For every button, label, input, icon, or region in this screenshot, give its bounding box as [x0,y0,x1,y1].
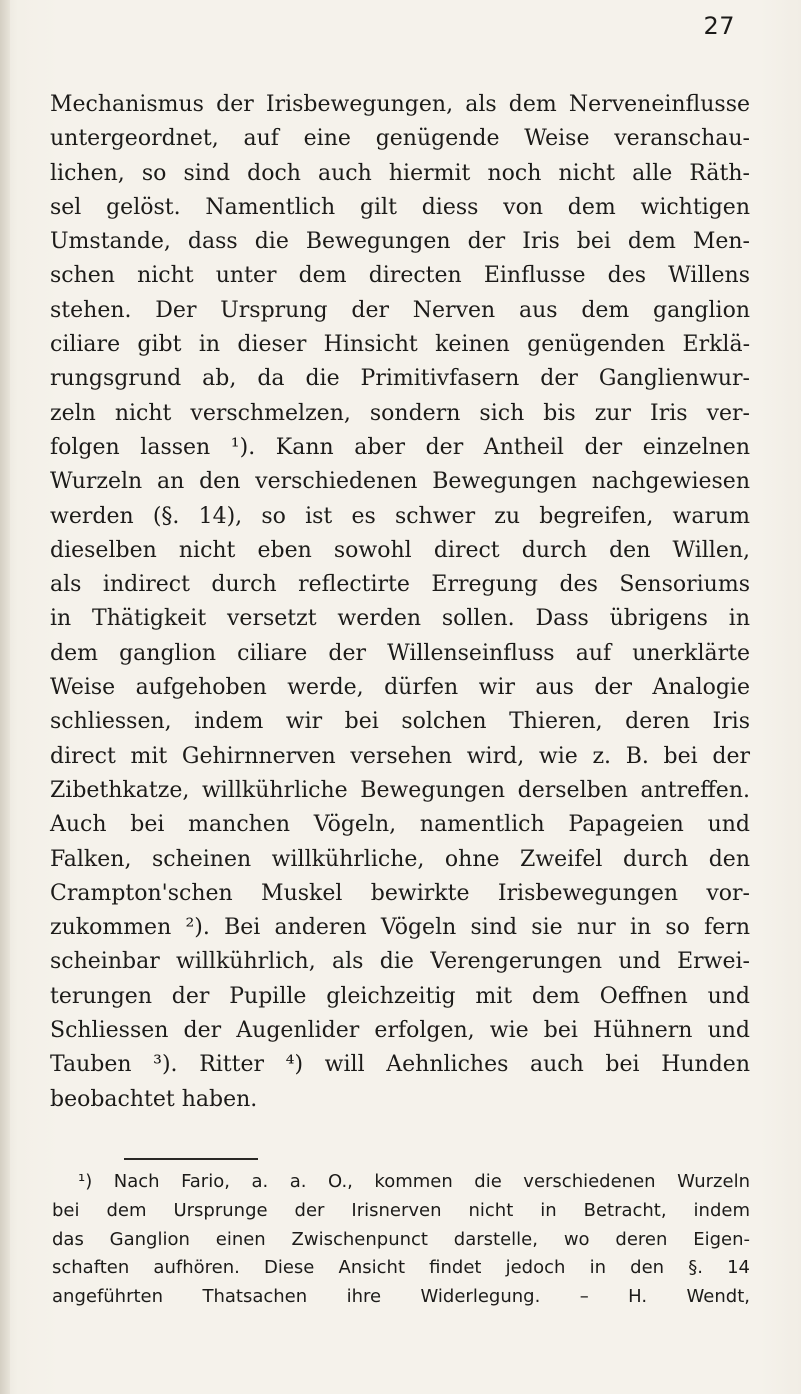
footnote-line: das Ganglion einen Zwischenpunct darstelle, wo deren Eigen- [52,1228,750,1250]
binding-edge [0,0,10,1394]
body-line: untergeordnet, auf eine genügende Weise veranschau- [50,126,750,152]
body-line: dem ganglion ciliare der Willenseinfluss auf unerklärte [50,640,750,666]
body-line: Crampton'schen Muskel bewirkte Irisbewegungen vor- [50,880,750,906]
footnote-line: schaften aufhören. Diese Ansicht findet jedoch in den §. 14 [52,1257,750,1279]
body-line: dieselben nicht eben sowohl direct durch den Willen, [50,537,750,563]
body-line: schliessen, indem wir bei solchen Thieren, deren Iris [50,709,750,735]
body-line: Schliessen der Augenlider erfolgen, wie bei Hühnern und [50,1018,750,1044]
footnote-line: bei dem Ursprunge der Irisnerven nicht in Betracht, indem [52,1199,750,1221]
body-line: ciliare gibt in dieser Hinsicht keinen genügenden Erklä- [50,332,750,358]
footnote-line: ¹) Nach Fario, a. a. O., kommen die verschiedenen Wurzeln [78,1171,750,1192]
footnotes [52,1168,750,1312]
body-line: Auch bei manchen Vögeln, namentlich Papageien und [50,812,750,838]
body-line: Falken, scheinen willkührliche, ohne Zweifel durch den [50,846,750,872]
body-line: beobachtet haben. [50,1086,258,1112]
body-line: folgen lassen ¹). Kann aber der Antheil der einzelnen [50,434,750,460]
body-line: Weise aufgehoben werde, dürfen wir aus der Analogie [50,675,750,701]
body-line: Tauben ³). Ritter ⁴) will Aehnliches auch bei Hunden [50,1052,750,1078]
body-text [50,88,750,1117]
body-line: scheinbar willkührlich, als die Verengerungen und Erwei- [50,949,750,975]
body-line: zeln nicht verschmelzen, sondern sich bis zur Iris ver- [50,400,750,426]
body-line: sel gelöst. Namentlich gilt diess von dem wichtigen [50,194,750,220]
footnote-line: angeführten Thatsachen ihre Widerlegung. – H. Wendt, [52,1286,750,1308]
body-line: in Thätigkeit versetzt werden sollen. Dass übrigens in [50,606,750,632]
body-line: zukommen ²). Bei anderen Vögeln sind sie nur in so fern [50,915,750,941]
body-line: Mechanismus der Irisbewegungen, als dem Nerveneinflusse [50,92,750,117]
body-line: lichen, so sind doch auch hiermit noch nicht alle Räth- [50,160,750,186]
footnote-separator [124,1158,258,1160]
body-line: rungsgrund ab, da die Primitivfasern der Ganglienwur- [50,366,750,392]
page-number: 27 [703,12,735,40]
body-line: direct mit Gehirnnerven versehen wird, wie z. B. bei der [50,743,750,769]
body-line: Zibethkatze, willkührliche Bewegungen derselben antreffen. [50,777,750,803]
body-line: werden (§. 14), so ist es schwer zu begreifen, warum [50,503,750,529]
body-line: Umstande, dass die Bewegungen der Iris bei dem Men- [50,229,750,255]
body-line: terungen der Pupille gleichzeitig mit dem Oeffnen und [50,983,750,1009]
body-line: Wurzeln an den verschiedenen Bewegungen nachgewiesen [50,469,750,495]
body-line: stehen. Der Ursprung der Nerven aus dem ganglion [50,297,750,323]
body-line: schen nicht unter dem directen Einflusse des Willens [50,263,750,289]
body-line: als indirect durch reflectirte Erregung des Sensoriums [50,572,750,598]
